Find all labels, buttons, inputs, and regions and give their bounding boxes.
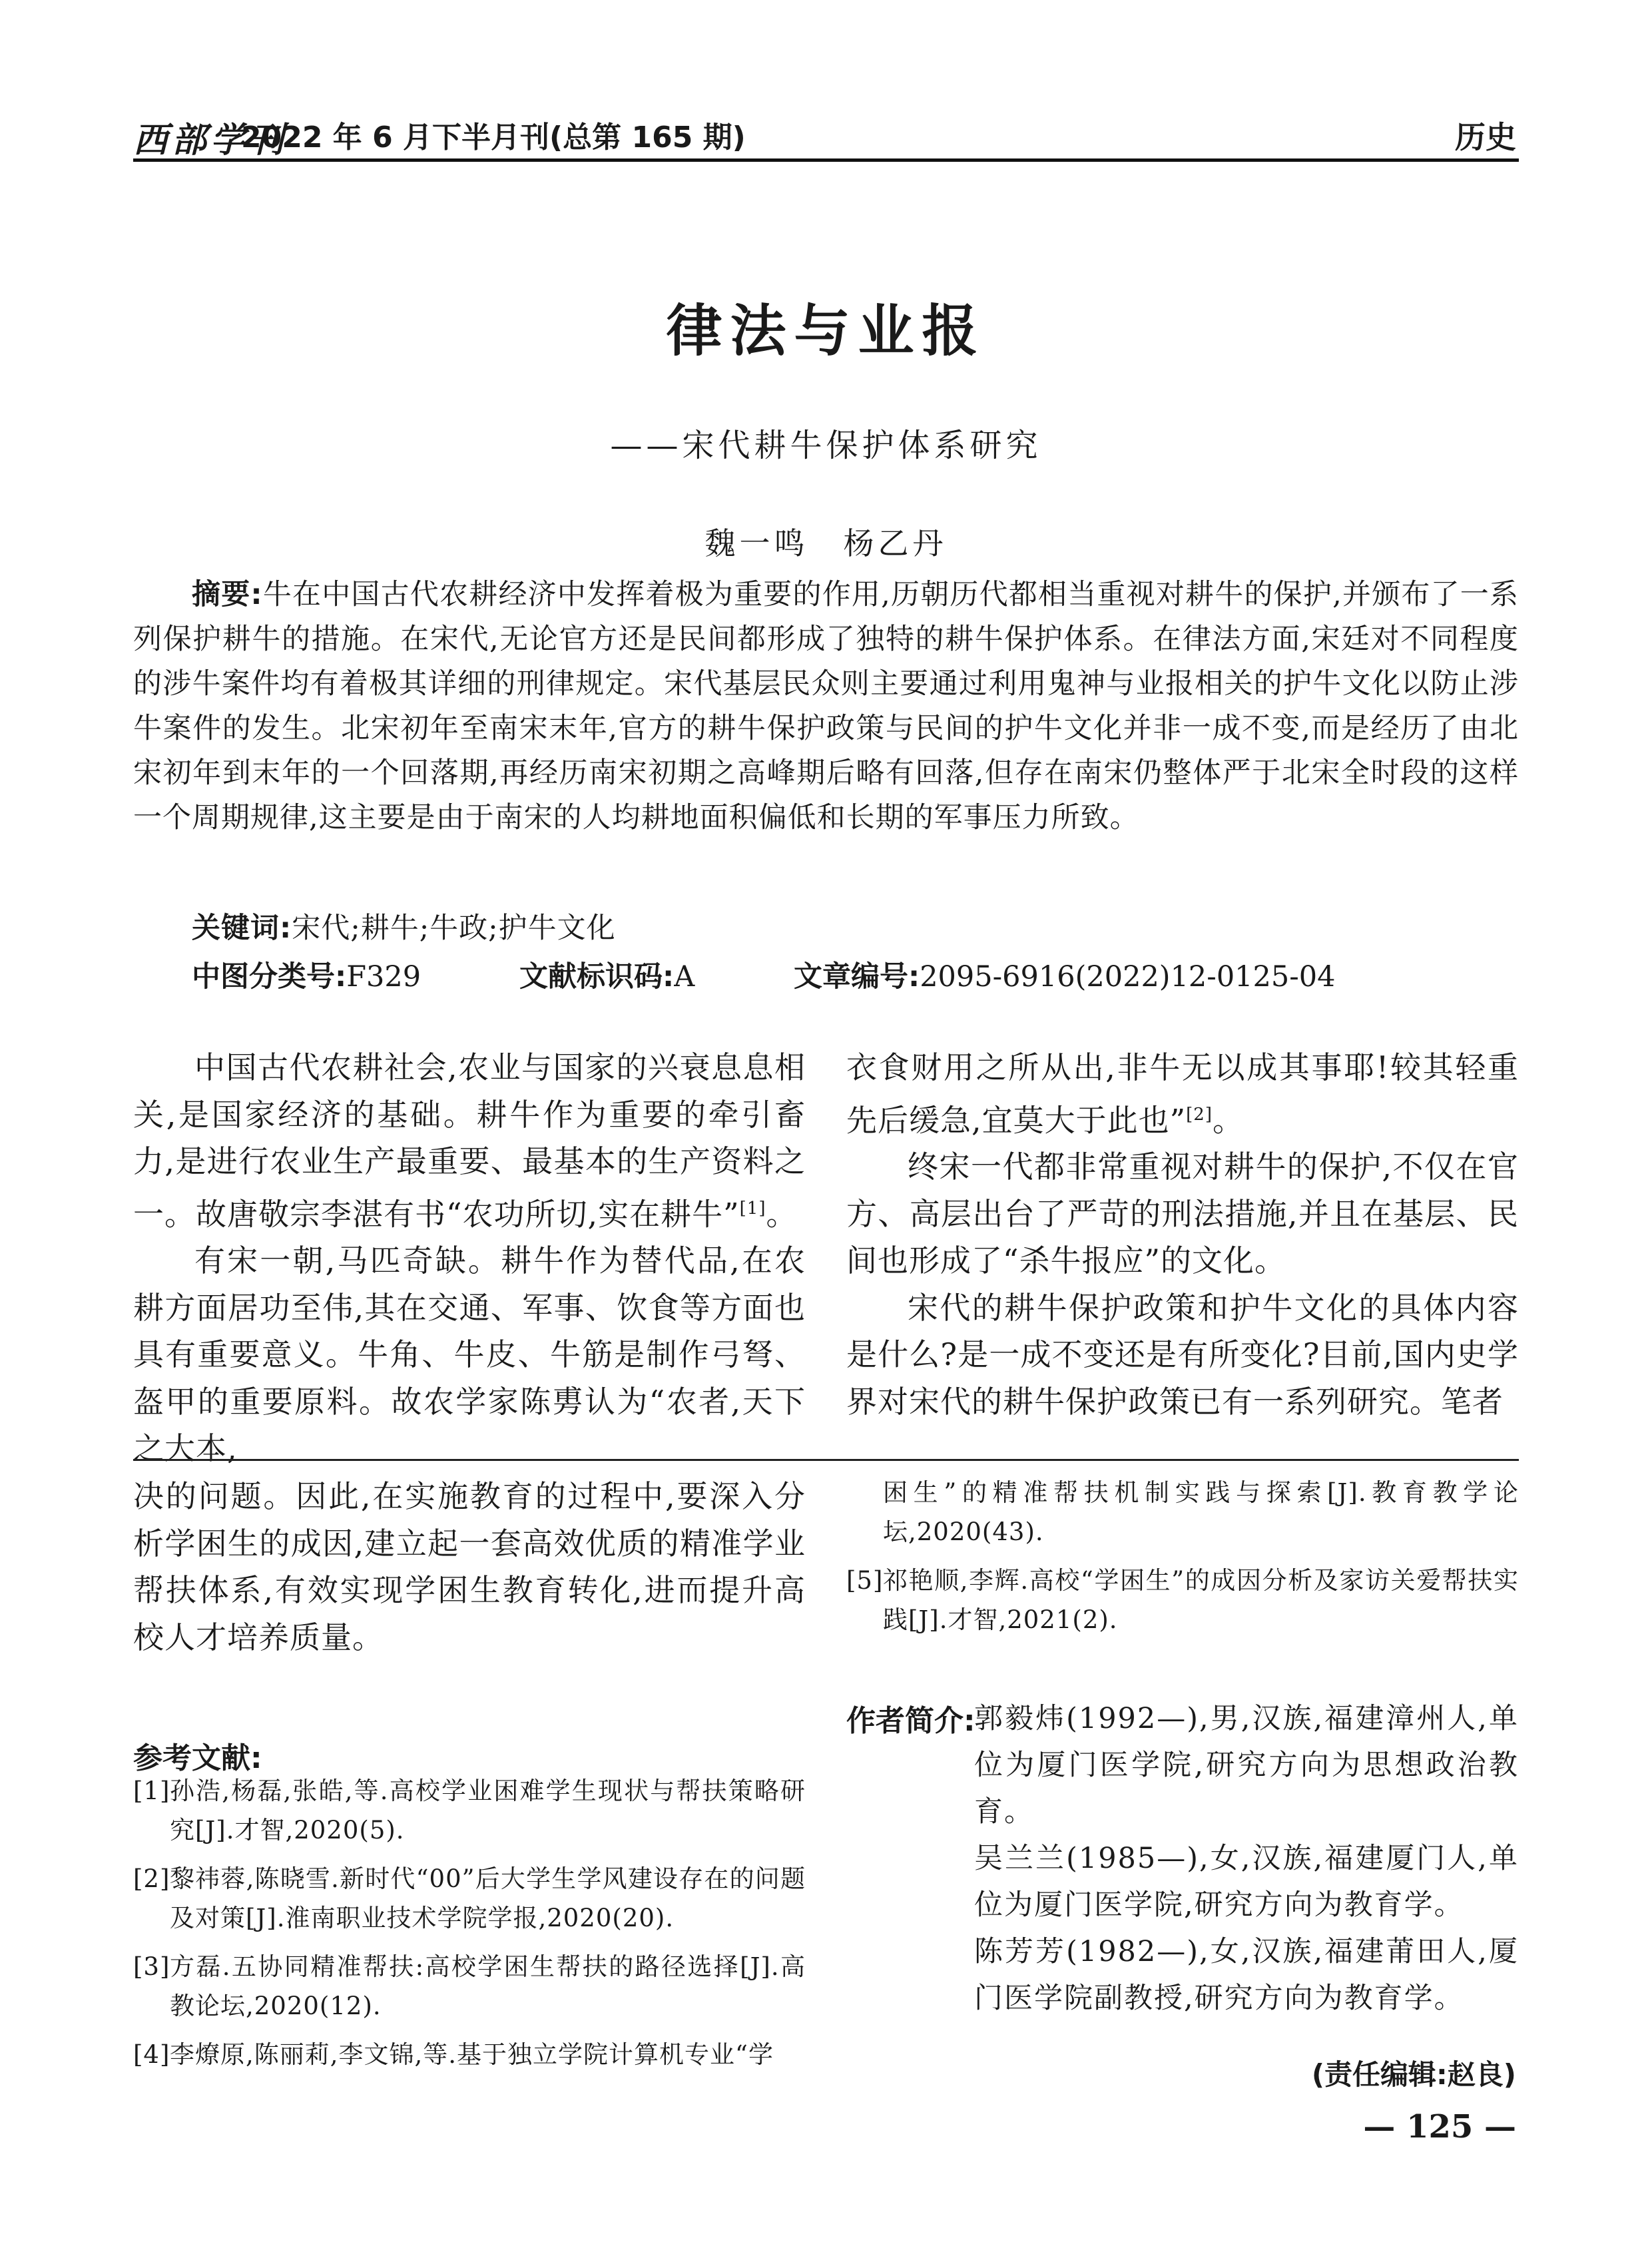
doc-code <box>519 954 694 995</box>
reference-item: [4] 李燎原,陈丽莉,李文锦,等.基于独立学院计算机专业“学 <box>133 2040 774 2069</box>
keywords <box>192 906 616 946</box>
clc-value: F329 <box>346 960 421 993</box>
references-heading: 参考文献: <box>133 1741 262 1775</box>
author-bio-label: 作者简介: <box>846 1704 975 1738</box>
reference-item: [5] 祁艳顺,李辉.高校“学困生”的成因分析及家访关爱帮扶实践[J].才智,2021(2). <box>846 1566 1519 1634</box>
author-bio: 吴兰兰(1985—),女,汉族,福建厦门人,单位为厦门医学院,研究方向为教育学。 <box>974 1842 1519 1922</box>
references-list-left <box>133 1771 806 2084</box>
keywords-label: 关键词: <box>192 912 292 945</box>
header-rule <box>133 158 1519 162</box>
body-paragraph: 衣食财用之所从出,非牛无以成其事耶!较其轻重先后缓急,宜莫大于此也”[2]。 <box>846 1049 1519 1138</box>
author-bios <box>974 1695 1519 2022</box>
section-label: 历史 <box>1455 119 1516 155</box>
body-paragraph: 终宋一代都非常重视对耕牛的保护,不仅在官方、高层出台了严苛的刑法措施,并且在基层、民间也形成了“杀牛报应”的文化。 <box>846 1149 1519 1279</box>
article-subtitle: ——宋代耕牛保护体系研究 <box>610 427 1042 464</box>
page-number: — 125 — <box>1363 2108 1516 2145</box>
doc-code-value: A <box>674 960 695 993</box>
clc-number <box>192 954 421 995</box>
reference-item: [1] 孙浩,杨磊,张皓,等.高校学业困难学生现状与帮扶策略研究[J].才智,2020(5). <box>133 1777 806 1844</box>
article-authors: 魏一鸣 杨乙丹 <box>704 525 948 561</box>
body-paragraph: 宋代的耕牛保护政策和护牛文化的具体内容是什么?是一成不变还是有所变化?目前,国内史学界对宋代的耕牛保护政策已有一系列研究。笔者 <box>846 1289 1519 1420</box>
keywords-text: 宋代;耕牛;牛政;护牛文化 <box>292 912 616 945</box>
citation-marker: [1] <box>739 1198 766 1219</box>
article-title: 律法与业报 <box>666 298 986 364</box>
body-paragraph: 决的问题。因此,在实施教育的过程中,要深入分析学困生的成因,建立起一套高效优质的精准学业帮扶体系,有效实现学困生教育转化,进而提升高校人才培养质量。 <box>133 1478 806 1655</box>
clc-label: 中图分类号: <box>192 960 347 993</box>
section-divider <box>133 1459 1519 1461</box>
issue-info: 2022 年 6 月下半月刊(总第 165 期) <box>241 121 746 154</box>
previous-article-conclusion <box>133 1473 806 1661</box>
abstract-label: 摘要: <box>192 578 263 611</box>
article-number-value: 2095-6916(2022)12-0125-04 <box>920 960 1336 993</box>
references-list-right <box>846 1473 1519 1649</box>
responsible-editor: (责任编辑:赵良) <box>1311 2058 1516 2091</box>
body-column-right <box>846 1044 1519 1425</box>
abstract-text: 牛在中国古代农耕经济中发挥着极为重要的作用,历朝历代都相当重视对耕牛的保护,并颁布了一系列保护耕牛的措施。在宋代,无论官方还是民间都形成了独特的耕牛保护体系。在律法方面,宋廷对不同程度的涉牛案件均有着极其详细的刑律规定。宋代基层民众则主要通过利用鬼神与业报相关的护牛文化以防止涉牛案件的发生。北宋初年至南宋末年,官方的耕牛保护政策与民间的护牛文化并非一成不变,而是经历了由北宋初年到末年的一个回落期,再经历南宋初期之高峰期后略有回落,但存在南宋仍整体严于北宋全时段的这样一个周期规律,这主要是由于南宋的人均耕地面积偏低和长期的军事压力所致。 <box>133 578 1519 834</box>
abstract <box>133 573 1519 840</box>
reference-item: [3] 方磊.五协同精准帮扶:高校学困生帮扶的路径选择[J].高教论坛,2020(12). <box>133 1952 806 2020</box>
reference-item: [2] 黎祎蓉,陈晓雪.新时代“00”后大学生学风建设存在的问题及对策[J].淮南职业技术学院学报,2020(20). <box>133 1864 806 1932</box>
citation-marker: [2] <box>1186 1104 1213 1125</box>
body-paragraph: 中国古代农耕社会,农业与国家的兴衰息息相关,是国家经济的基础。耕牛作为重要的牵引畜力,是进行农业生产最重要、最基本的生产资料之一。故唐敬宗李湛有书“农功所切,实在耕牛”[1]。 <box>133 1049 806 1232</box>
article-number <box>794 954 1336 995</box>
article-number-label: 文章编号: <box>794 960 920 993</box>
author-bio: 陈芳芳(1982—),女,汉族,福建莆田人,厦门医学院副教授,研究方向为教育学。 <box>974 1935 1519 2015</box>
reference-continuation: 困生”的精准帮扶机制实践与探索[J].教育教学论坛,2020(43). <box>883 1478 1519 1546</box>
author-bio: 郭毅炜(1992—),男,汉族,福建漳州人,单位为厦门医学院,研究方向为思想政治教育。 <box>974 1702 1519 1828</box>
doc-code-label: 文献标识码: <box>519 960 675 993</box>
journal-logo: 西部学刊 <box>133 120 288 160</box>
body-column-left <box>133 1044 806 1472</box>
body-paragraph: 有宋一朝,马匹奇缺。耕牛作为替代品,在农耕方面居功至伟,其在交通、军事、饮食等方面也具有重要意义。牛角、牛皮、牛筋是制作弓弩、盔甲的重要原料。故农学家陈旉认为“农者,天下之大本, <box>133 1243 806 1467</box>
